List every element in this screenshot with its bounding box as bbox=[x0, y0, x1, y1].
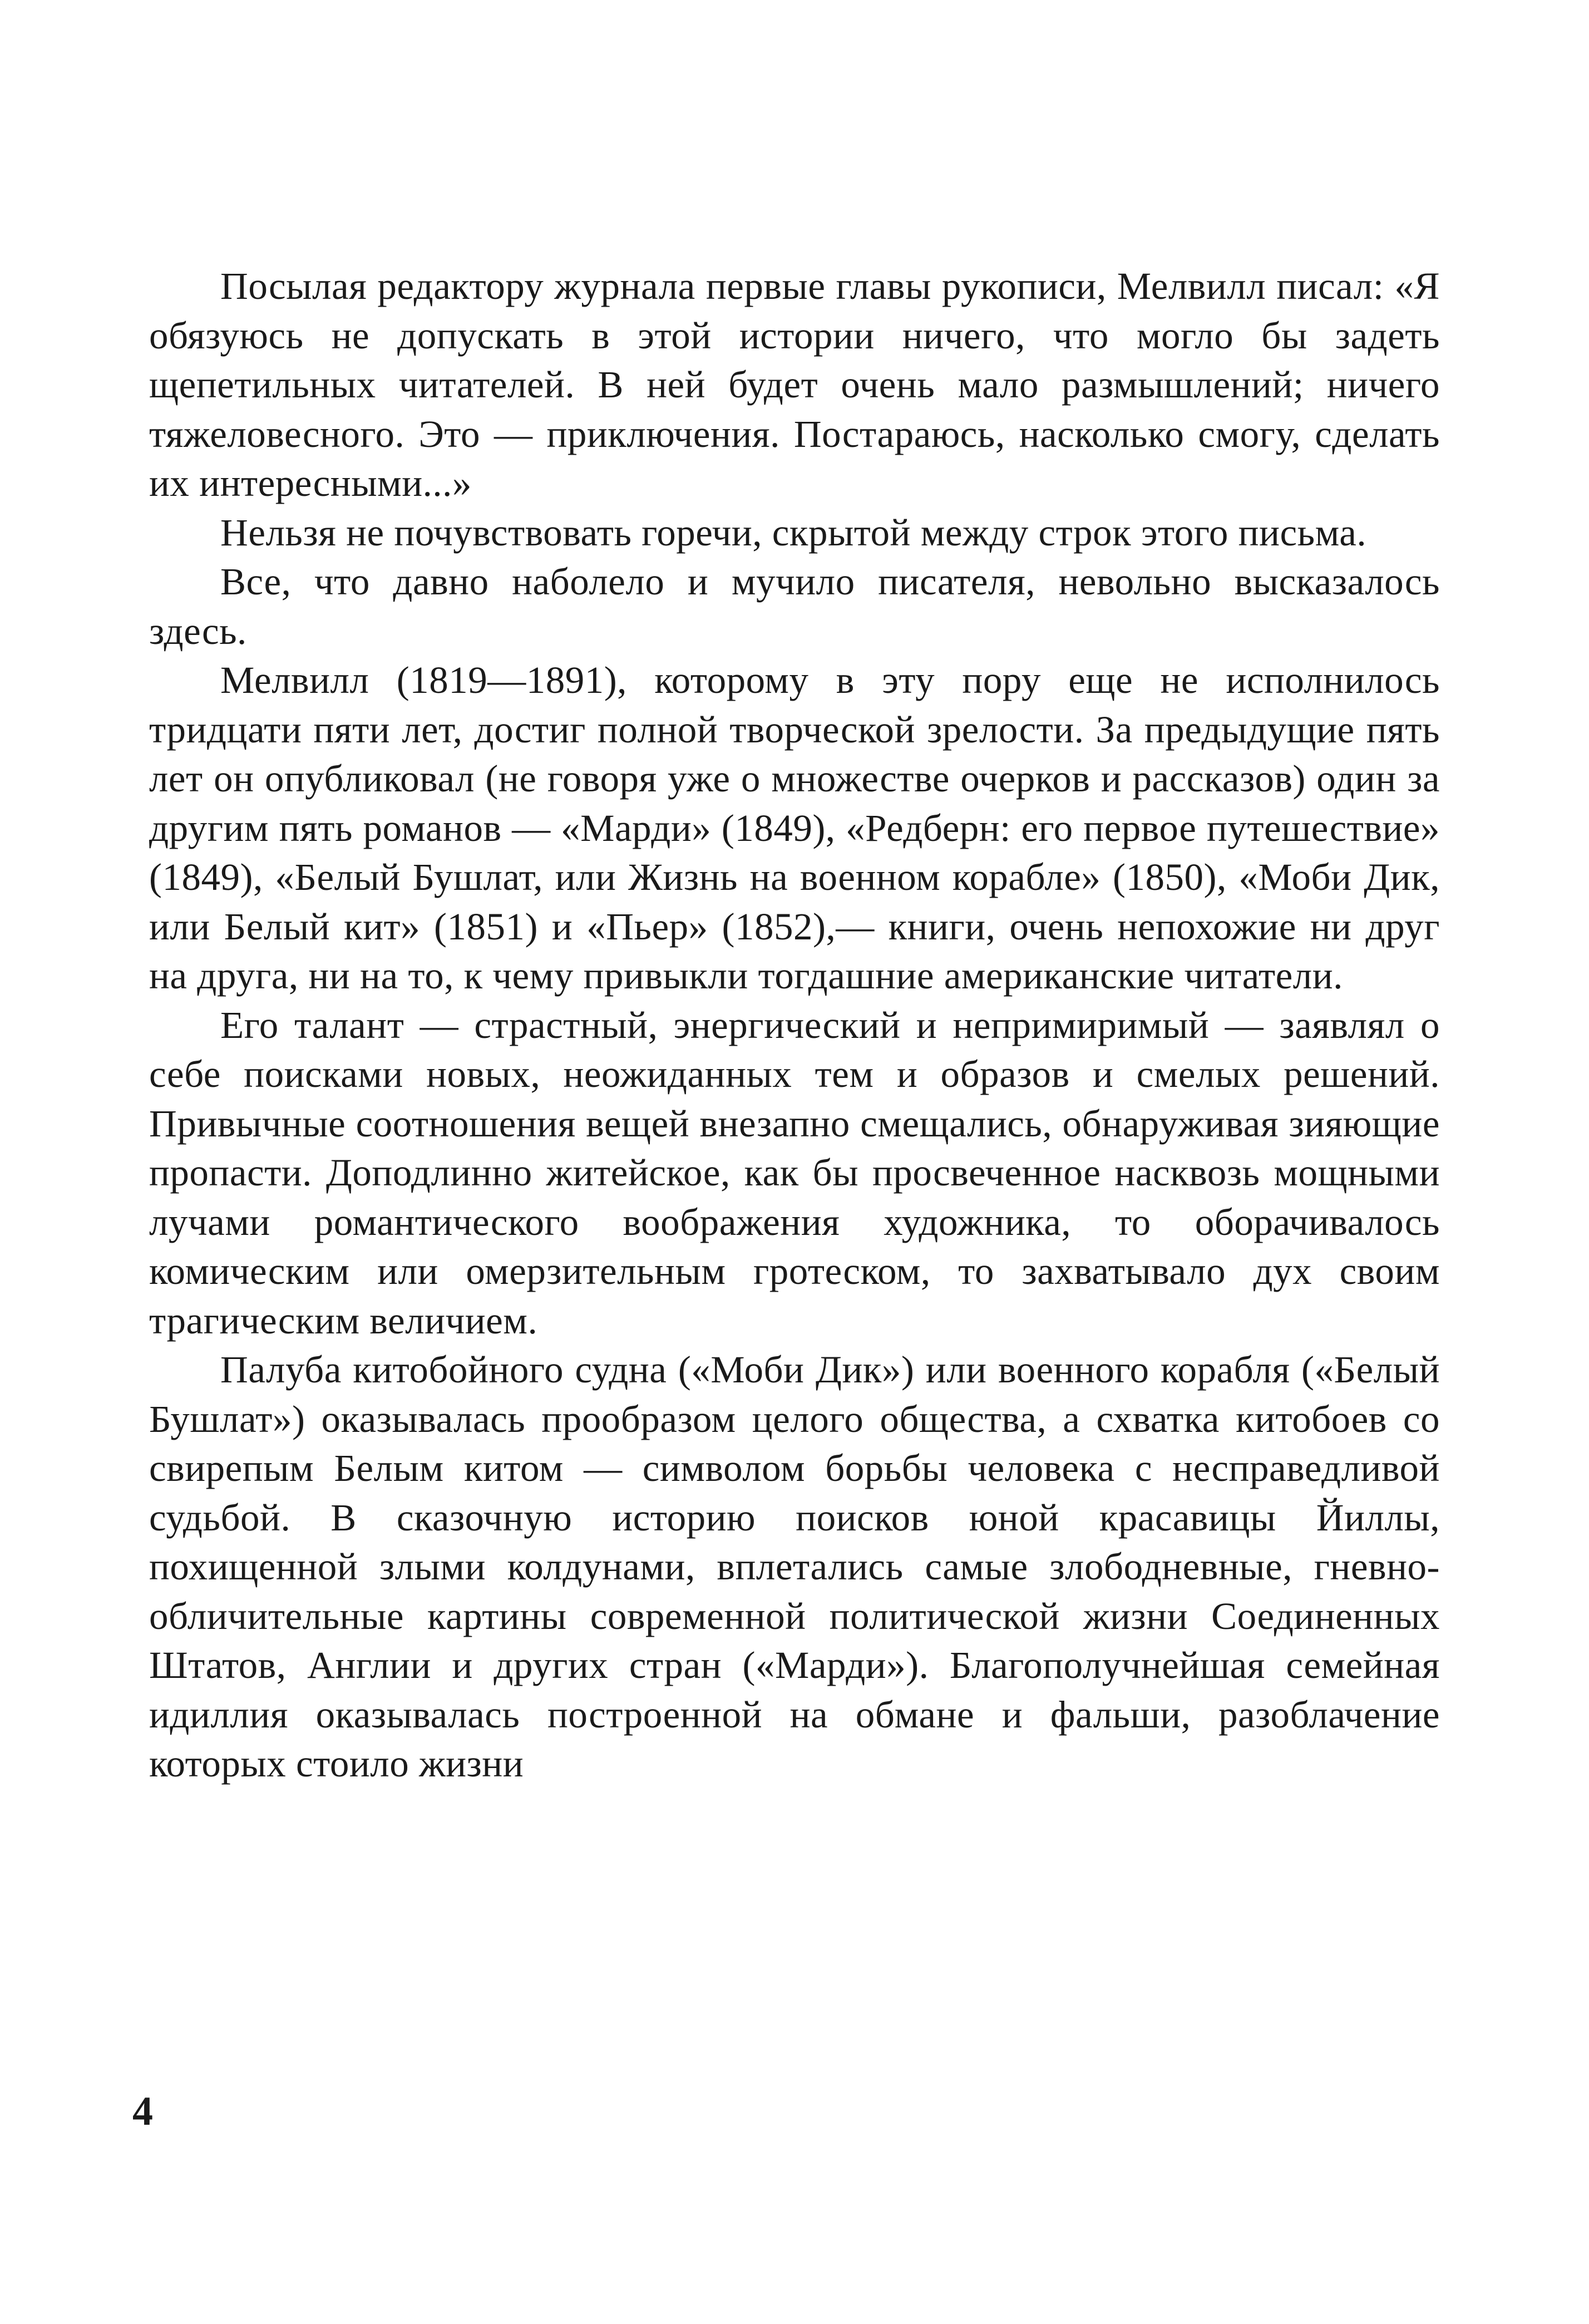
body-text bbox=[149, 262, 1440, 1789]
paragraph-2: Нельзя не почувствовать горечи, скрытой между строк этого письма. bbox=[220, 511, 1367, 554]
page-number: 4 bbox=[132, 2089, 153, 2134]
paragraph-3: Все, что давно наболело и мучило писателя, невольно высказалось здесь. bbox=[149, 560, 1440, 652]
paragraph-1: Посылая редактору журнала первые главы рукописи, Мелвилл писал: «Я обязуюсь не допускать в этой истории ничего, что могло бы задеть щепетильных читателей. В ней будет очень мало размышлений; ничего тяжеловесного. Это — приключения. Постараюсь, насколько смогу, сделать их интересными...» bbox=[149, 265, 1440, 504]
paragraph-6: Палуба китобойного судна («Моби Дик») или военного корабля («Белый Бушлат») оказывалась прообразом целого общества, а схватка китобоев со свирепым Белым китом — символом борьбы человека с несправедливой судьбой. В сказочную историю поисков юной красавицы Йиллы, похищенной злыми колдунами, вплетались самые злободневные, гневно-обличительные картины современной политической жизни Соединенных Штатов, Англии и других стран («Марди»). Благополучнейшая семейная идиллия оказывалась построенной на обмане и фальши, разоблачение которых стоило жизни bbox=[149, 1348, 1440, 1785]
paragraph-4: Мелвилл (1819—1891), которому в эту пору еще не исполнилось тридцати пяти лет, достиг полной творческой зрелости. За предыдущие пять лет он опубликовал (не говоря уже о множестве очерков и рассказов) один за другим пять романов — «Марди» (1849), «Редберн: его первое путешествие» (1849), «Белый Бушлат, или Жизнь на военном корабле» (1850), «Моби Дик, или Белый кит» (1851) и «Пьер» (1852),— книги, очень непохожие ни друг на друга, ни на то, к чему привыкли тогдашние американские читатели. bbox=[149, 659, 1440, 997]
paragraph-5: Его талант — страстный, энергический и непримиримый — заявлял о себе поисками новых, неожиданных тем и образов и смелых решений. Привычные соотношения вещей внезапно смещались, обнаруживая зияющие пропасти. Доподлинно житейское, как бы просвеченное насквозь мощными лучами романтического воображения художника, то оборачивалось комическим или омерзительным гротеском, то захватывало дух своим трагическим величием. bbox=[149, 1003, 1440, 1342]
